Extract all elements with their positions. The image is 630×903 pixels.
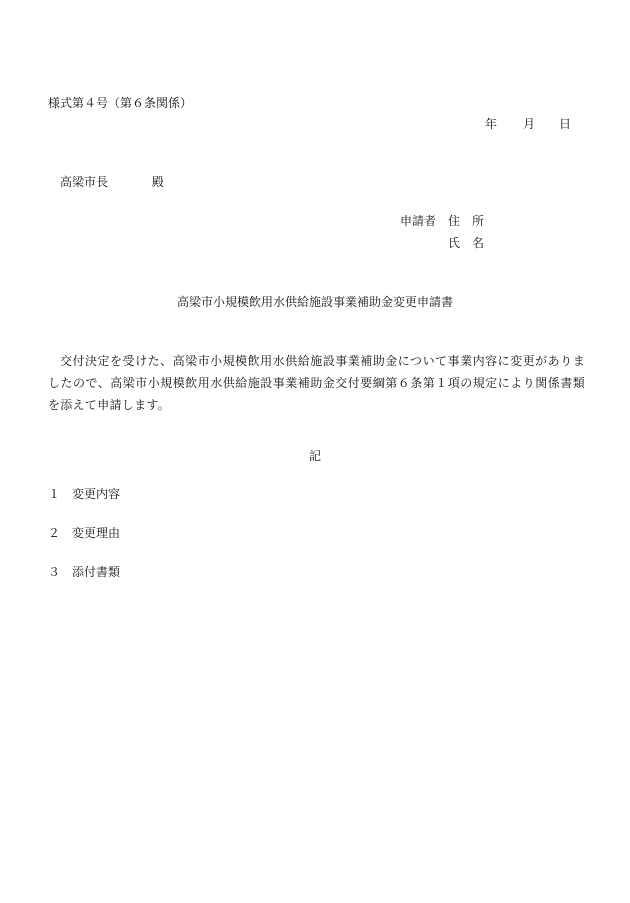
date-day-label: 日	[559, 117, 572, 131]
addressee	[60, 176, 164, 188]
list-item-attachments	[48, 566, 120, 578]
list-item-label: 添付書類	[72, 565, 121, 579]
list-item-number: ３	[48, 565, 61, 579]
address-label: 住 所	[448, 214, 485, 228]
list-item-change-reason	[48, 527, 120, 539]
addressee-honorific: 殿	[151, 175, 164, 189]
date-year-label: 年	[485, 117, 498, 131]
body-paragraph: 交付決定を受けた、高梁市小規模飲用水供給施設事業補助金について事業内容に変更がありましたので、高梁市小規模飲用水供給施設事業補助金交付要綱第６条第１項の規定により関係書類を添えて申請します。	[48, 354, 585, 412]
name-label: 氏 名	[448, 236, 485, 250]
list-item-number: ２	[48, 526, 61, 540]
list-item-number: １	[48, 487, 61, 501]
form-number: 様式第４号（第６条関係）	[48, 96, 193, 110]
applicant-label: 申請者	[400, 214, 437, 228]
date-month-label: 月	[523, 117, 536, 131]
ki-heading: 記	[308, 449, 321, 463]
list-item-label: 変更内容	[72, 487, 121, 501]
addressee-name: 高梁市長	[60, 175, 109, 189]
list-item-change-content	[48, 488, 120, 500]
list-item-label: 変更理由	[72, 526, 121, 540]
document-title: 高梁市小規模飲用水供給施設事業補助金変更申請書	[176, 295, 453, 309]
